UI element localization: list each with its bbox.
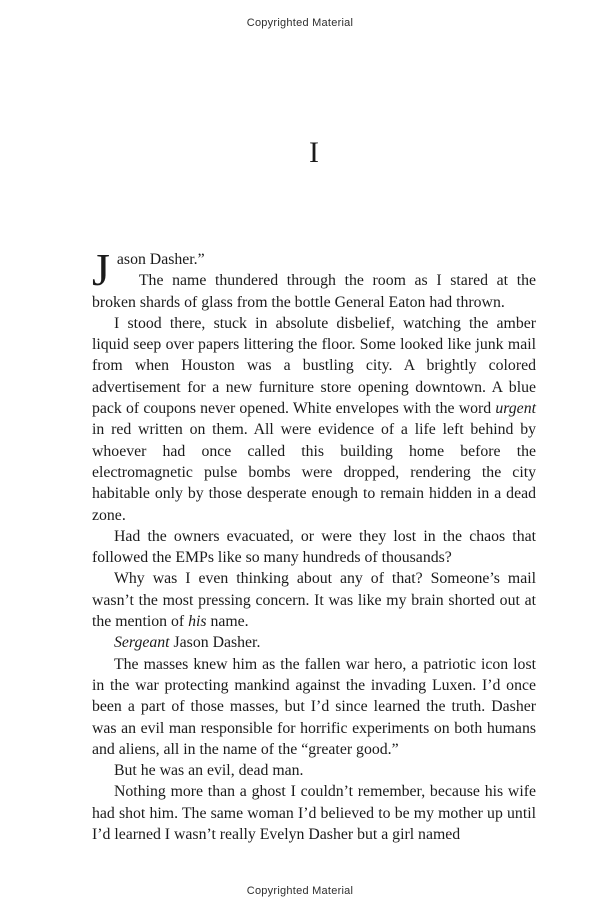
text-segment: Jason Dasher.	[169, 634, 261, 652]
drop-cap: J	[92, 244, 110, 295]
italic-text-segment: his	[188, 613, 207, 631]
paragraph	[92, 654, 536, 760]
paragraph	[92, 526, 536, 569]
text-segment: The masses knew him as the fallen war hero, a patriotic icon lost in the war protecting mankind against the invading Luxen. I’d once been a part of those masses, but I’d since learned the truth. Dasher was an evil man responsible for horrific experiments on both humans and aliens, all in the name of the “greater good.”	[92, 655, 536, 758]
text-segment: in red written on them. All were evidence of a life left behind by whoever had once called this building home before the electromagnetic pulse bombs were dropped, rendering the city habitable only by those desperate enough to remain hidden in a dead zone.	[92, 421, 536, 524]
copyright-notice-bottom: Copyrighted Material	[246, 885, 354, 897]
text-segment: Had the owners evacuated, or were they lost in the chaos that followed the EMPs like so many hundreds of thousands?	[92, 527, 536, 567]
text-segment: The name thundered through the room as I stared at the broken shards of glass from the bottle General Eaton had thrown.	[92, 272, 536, 311]
copyright-notice-top: Copyrighted Material	[246, 17, 354, 29]
paragraph	[92, 781, 536, 845]
text-segment: Why was I even thinking about any of that? Someone’s mail wasn’t the most pressing concern. It was like my brain shorted out at the mention of	[92, 570, 536, 631]
text-segment: But he was an evil, dead man.	[114, 762, 304, 780]
text-segment: I stood there, stuck in absolute disbelief, watching the amber liquid seep over papers littering the floor. Some looked like junk mail from when Houston was a bustling city. A brightly colored advertisement for a new furniture store opening downtown. A blue pack of coupons never opened. White envelopes with the word	[92, 314, 536, 418]
text-segment: name.	[206, 613, 249, 631]
italic-text-segment: Sergeant	[114, 634, 170, 652]
chapter-number: I	[309, 136, 319, 169]
text-segment: Nothing more than a ghost I couldn’t remember, because his wife had shot him. The same woman I’d believed to be my mother up until I’d learned I wasn’t really Evelyn Dasher but a girl named	[92, 783, 536, 844]
italic-text-segment: urgent	[495, 400, 536, 418]
body-text	[92, 244, 536, 845]
paragraph	[92, 568, 536, 632]
paragraph	[92, 313, 536, 526]
paragraph	[92, 270, 536, 313]
text-segment: ason Dasher.”	[116, 251, 205, 268]
paragraph	[92, 760, 536, 781]
paragraph	[92, 632, 536, 653]
